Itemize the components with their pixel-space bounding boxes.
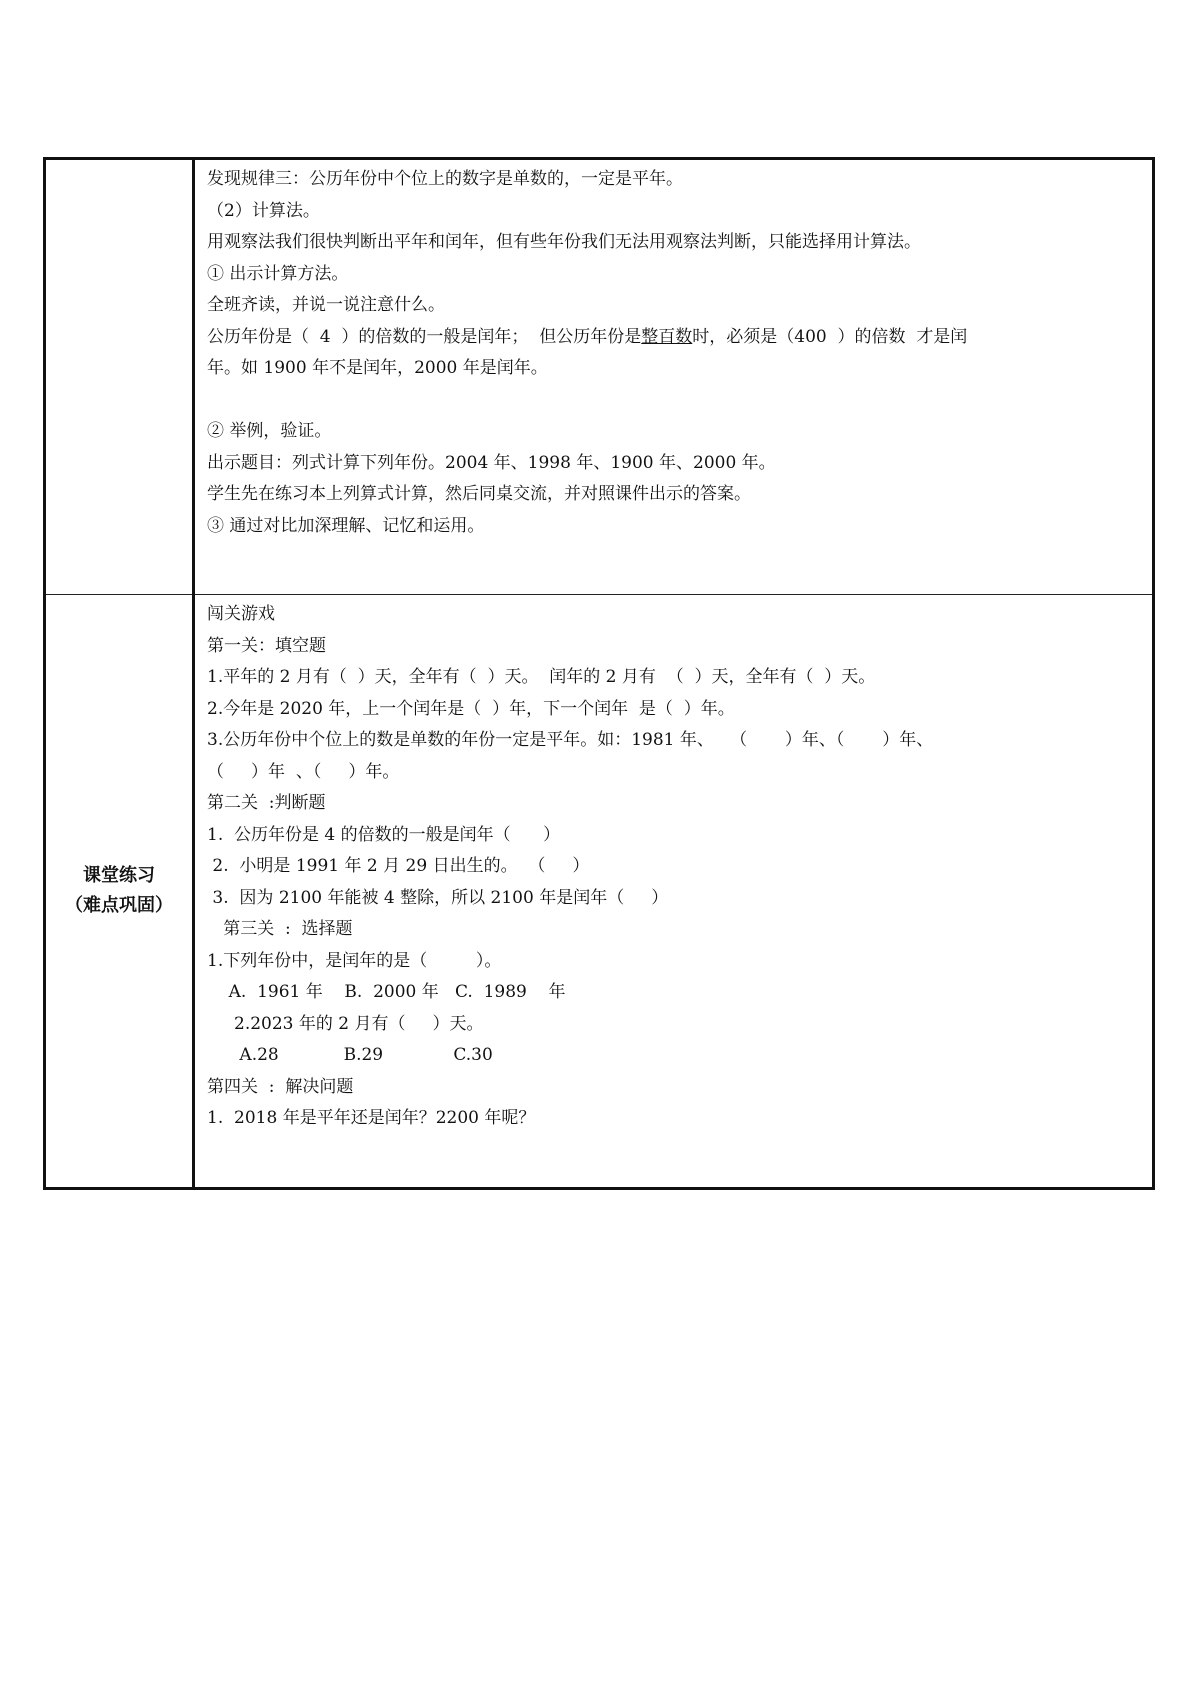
text-line: 闯关游戏 [207, 604, 275, 624]
section-label-line: 课堂练习 [83, 865, 155, 886]
text-line: 2.2023 年的 2 月有（ ）天。 [207, 1013, 484, 1034]
text-line: A.28 B.29 C.30 [207, 1045, 493, 1065]
text-line: 年。如 1900 年不是闰年，2000 年是闰年。 [207, 358, 548, 378]
row-label-cell [45, 595, 194, 1189]
section-label [46, 861, 192, 921]
text-line: 2. 小明是 1991 年 2 月 29 日出生的。 （ ） [207, 856, 590, 876]
blank-line [207, 385, 1142, 417]
text-line: 1.平年的 2 月有（ ）天，全年有（ ）天。 闰年的 2 月有 （ ）天，全年有（ ）天。 [207, 667, 876, 687]
method-content-cell [194, 159, 1154, 595]
text-line: ① 出示计算方法。 [207, 263, 349, 284]
text-line: 出示题目：列式计算下列年份。2004 年、1998 年、1900 年、2000 年。 [207, 452, 776, 473]
text-line: 第二关 :判断题 [207, 793, 326, 813]
exercise-content-cell [194, 595, 1154, 1189]
text-line: 3.公历年份中个位上的数是单数的年份一定是平年。如：1981 年、 （ ）年、（ ）年、 [207, 730, 934, 750]
leap-year-rule-line [207, 322, 1142, 354]
text-line: ③ 通过对比加深理解、记忆和运用。 [207, 515, 485, 536]
text-line: 发现规律三：公历年份中个位上的数字是单数的，一定是平年。 [207, 169, 683, 189]
text-line: 2.今年是 2020 年，上一个闰年是（ ）年，下一个闰年 是（ ）年。 [207, 698, 735, 719]
text-line: 第四关 : 解决问题 [207, 1076, 354, 1097]
rule-text: 公历年份是（ 4 ）的倍数的一般是闰年； 但公历年份是 [207, 326, 642, 347]
text-line: （2）计算法。 [207, 200, 320, 221]
text-line: ② 举例，验证。 [207, 421, 332, 441]
text-line: （ ）年 、（ ）年。 [207, 761, 400, 782]
section-label-line: （难点巩固） [65, 895, 173, 916]
text-line: 学生先在练习本上列算式计算，然后同桌交流，并对照课件出示的答案。 [207, 484, 751, 504]
text-line: 第三关 : 选择题 [207, 919, 353, 939]
lesson-plan-table [43, 157, 1155, 1190]
text-line: 1. 公历年份是 4 的倍数的一般是闰年（ ） [207, 824, 561, 845]
text-line: A. 1961 年 B. 2000 年 C. 1989 年 [207, 982, 566, 1002]
text-line: 1.下列年份中，是闰年的是（ ）。 [207, 950, 502, 971]
text-line: 1. 2018 年是平年还是闰年？2200 年呢？ [207, 1108, 536, 1128]
underlined-term: 整百数 [641, 326, 693, 347]
table-row [45, 159, 1154, 595]
text-line: 用观察法我们很快判断出平年和闰年，但有些年份我们无法用观察法判断，只能选择用计算法。 [207, 232, 921, 252]
row-label-cell-empty [45, 159, 194, 595]
text-line: 全班齐读，并说一说注意什么。 [207, 295, 445, 315]
rule-text: 时，必须是（400 ）的倍数 才是闰 [692, 326, 968, 347]
table-row [45, 595, 1154, 1189]
text-line: 3. 因为 2100 年能被 4 整除，所以 2100 年是闰年（ ） [207, 887, 669, 908]
text-line: 第一关：填空题 [207, 635, 326, 656]
